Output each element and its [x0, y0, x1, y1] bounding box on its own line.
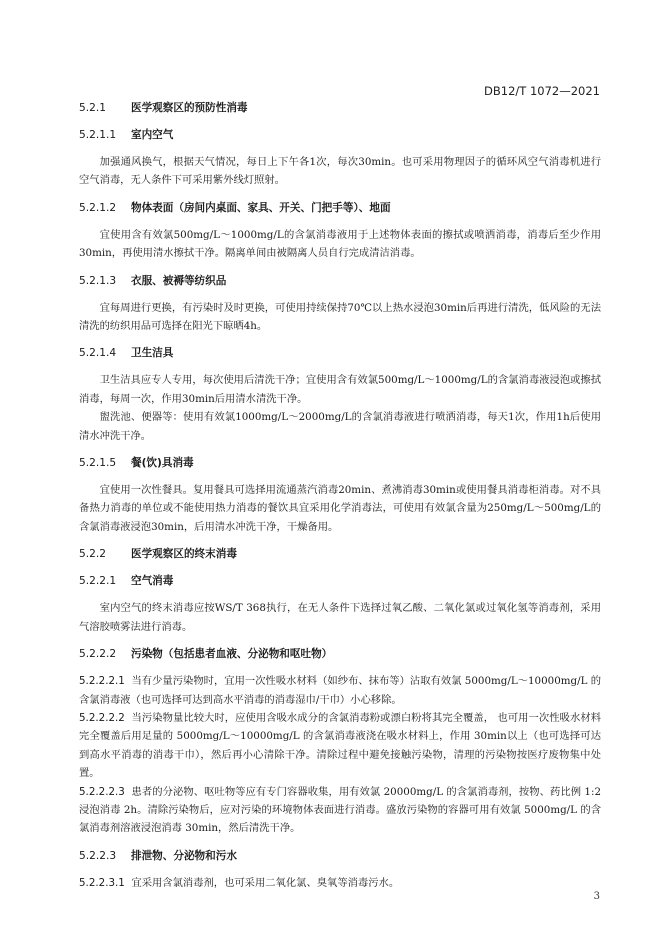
section-title: 空气消毒	[131, 575, 174, 588]
section-title: 污染物（包括患者血液、分泌物和呕吐物）	[131, 648, 333, 661]
paragraph-indoor-air: 加强通风换气，根据天气情况，每日上下午各1次，每次30min。也可采用物理因子的循环风空气消毒机进行空气消毒，无人条件下可采用紫外线灯照射。	[79, 156, 601, 187]
clause-text: 患者的分泌物、呕吐物等应有专门容器收集，用有效氯 20000mg/L 的含氯消毒剂，按物、药比例 1:2 浸泡消毒 2h。清除污染物后，应对污染的环境物体表面进行消毒。盛放污染物的容器可用有效氯 5000mg/L 的含氯消毒剂溶液浸泡消毒 30min，然后清洗干净。	[79, 785, 602, 835]
section-title: 医学观察区的预防性消毒	[131, 102, 248, 114]
section-heading-5-2-1-5	[79, 454, 601, 472]
section-number: 5.2.1.3	[79, 274, 117, 287]
paragraph-sanitary-ware: 卫生洁具应专人专用，每次使用后清洗干净；宜使用含有效氯500mg/L～1000mg/L的含氯消毒液浸泡或擦拭消毒，每周一次，作用30min后用清水清洗干净。	[79, 374, 601, 405]
clause-text: 当有少量污染物时，宜用一次性吸水材料（如纱布、抹布等）沾取有效氯 5000mg/L～10000mg/L 的含氯消毒液（也可选择可达到高水平消毒的消毒湿巾/干巾）小心移除。	[79, 675, 601, 706]
section-heading-5-2-2-2	[79, 645, 601, 663]
page-number: 3	[593, 891, 600, 902]
paragraph-tableware: 宜使用一次性餐具。复用餐具可选择用流通蒸汽消毒20min、煮沸消毒30min或使用餐具消毒柜消毒。对不具备热力消毒的单位或不能使用热力消毒的餐饮具宜采用化学消毒法，可使用有效氯含量为250mg/L～500mg/L的含氯消毒液浸泡30min，后用清水冲洗干净，干燥备用。	[79, 484, 601, 533]
section-heading-5-2-1-1	[79, 126, 601, 144]
section-title: 衣服、被褥等纺织品	[131, 274, 227, 287]
paragraph-5-2-2-2-2	[79, 709, 601, 783]
section-title: 卫生洁具	[131, 347, 174, 360]
clause-number: 5.2.2.2.2	[79, 711, 125, 724]
clause-number: 5.2.2.3.1	[79, 876, 125, 889]
clause-text: 宜采用含氯消毒剂，也可采用二氧化氯、臭氧等消毒污水。	[131, 876, 400, 889]
standard-code: DB12/T 1072—2021	[484, 84, 600, 98]
section-title: 排泄物、分泌物和污水	[131, 849, 237, 862]
section-heading-5-2-1-4	[79, 344, 601, 362]
section-number: 5.2.2	[79, 548, 106, 561]
section-heading-5-2-1-2	[79, 199, 601, 217]
page-content	[79, 99, 601, 892]
section-number: 5.2.1	[79, 102, 106, 114]
paragraph-textiles: 宜每周进行更换，有污染时及时更换，可使用持续保持70℃以上热水浸泡30min后再进行清洗，低风险的无法清洗的纺织用品可选择在阳光下晾晒4h。	[79, 301, 601, 333]
section-title: 餐(饮)具消毒	[131, 457, 194, 470]
section-number: 5.2.1.5	[79, 457, 117, 470]
paragraph-5-2-2-2-3	[79, 783, 601, 838]
clause-text: 当污染物量比较大时，应使用含吸水成分的含氯消毒粉或漂白粉将其完全覆盖， 也可用一次性吸水材料完全覆盖后用足量的 5000mg/L～10000mg/L 的含氯消毒液浇在吸水材料上，作用 30min以上（也可选择可达到高水平消毒的消毒干巾），然后再小心清除干净。清除过程中避免接触污染物，清理的污染物按医疗废物集中处置。	[79, 711, 601, 780]
section-number: 5.2.2.1	[79, 575, 117, 588]
section-title: 室内空气	[131, 129, 174, 141]
section-number: 5.2.1.1	[79, 129, 117, 141]
section-number: 5.2.2.3	[79, 849, 117, 862]
clause-number: 5.2.2.2.1	[79, 675, 125, 688]
paragraph-surfaces: 宜使用含有效氯500mg/L～1000mg/L的含氯消毒液用于上述物体表面的擦拭或喷洒消毒，消毒后至少作用30min，再使用清水擦拭干净。隔离单间由被隔离人员自行完成清洁消毒。	[79, 228, 601, 260]
paragraph-washbasin: 盥洗池、便器等：使用有效氯1000mg/L～2000mg/L的含氯消毒液进行喷洒消毒，每天1次，作用1h后使用清水冲洗干净。	[79, 411, 601, 442]
section-heading-5-2-2-3	[79, 847, 601, 865]
section-number: 5.2.1.2	[79, 201, 117, 214]
section-title: 物体表面（房间内桌面、家具、开关、门把手等）、地面	[131, 201, 391, 214]
section-number: 5.2.1.4	[79, 347, 117, 360]
section-heading-5-2-1-3	[79, 272, 601, 290]
section-heading-5-2-1	[79, 99, 601, 117]
clause-number: 5.2.2.2.3	[79, 785, 125, 798]
section-title: 医学观察区的终末消毒	[131, 548, 237, 561]
section-heading-5-2-2-1	[79, 572, 601, 590]
paragraph-air-disinfection: 室内空气的终末消毒应按WS/T 368执行，在无人条件下选择过氧乙酸、二氧化氯或过氧化氢等消毒剂，采用气溶胶喷雾法进行消毒。	[79, 602, 601, 633]
section-number: 5.2.2.2	[79, 648, 117, 661]
paragraph-5-2-2-2-1	[79, 672, 601, 709]
section-heading-5-2-2	[79, 545, 601, 563]
paragraph-5-2-2-3-1	[79, 874, 601, 892]
